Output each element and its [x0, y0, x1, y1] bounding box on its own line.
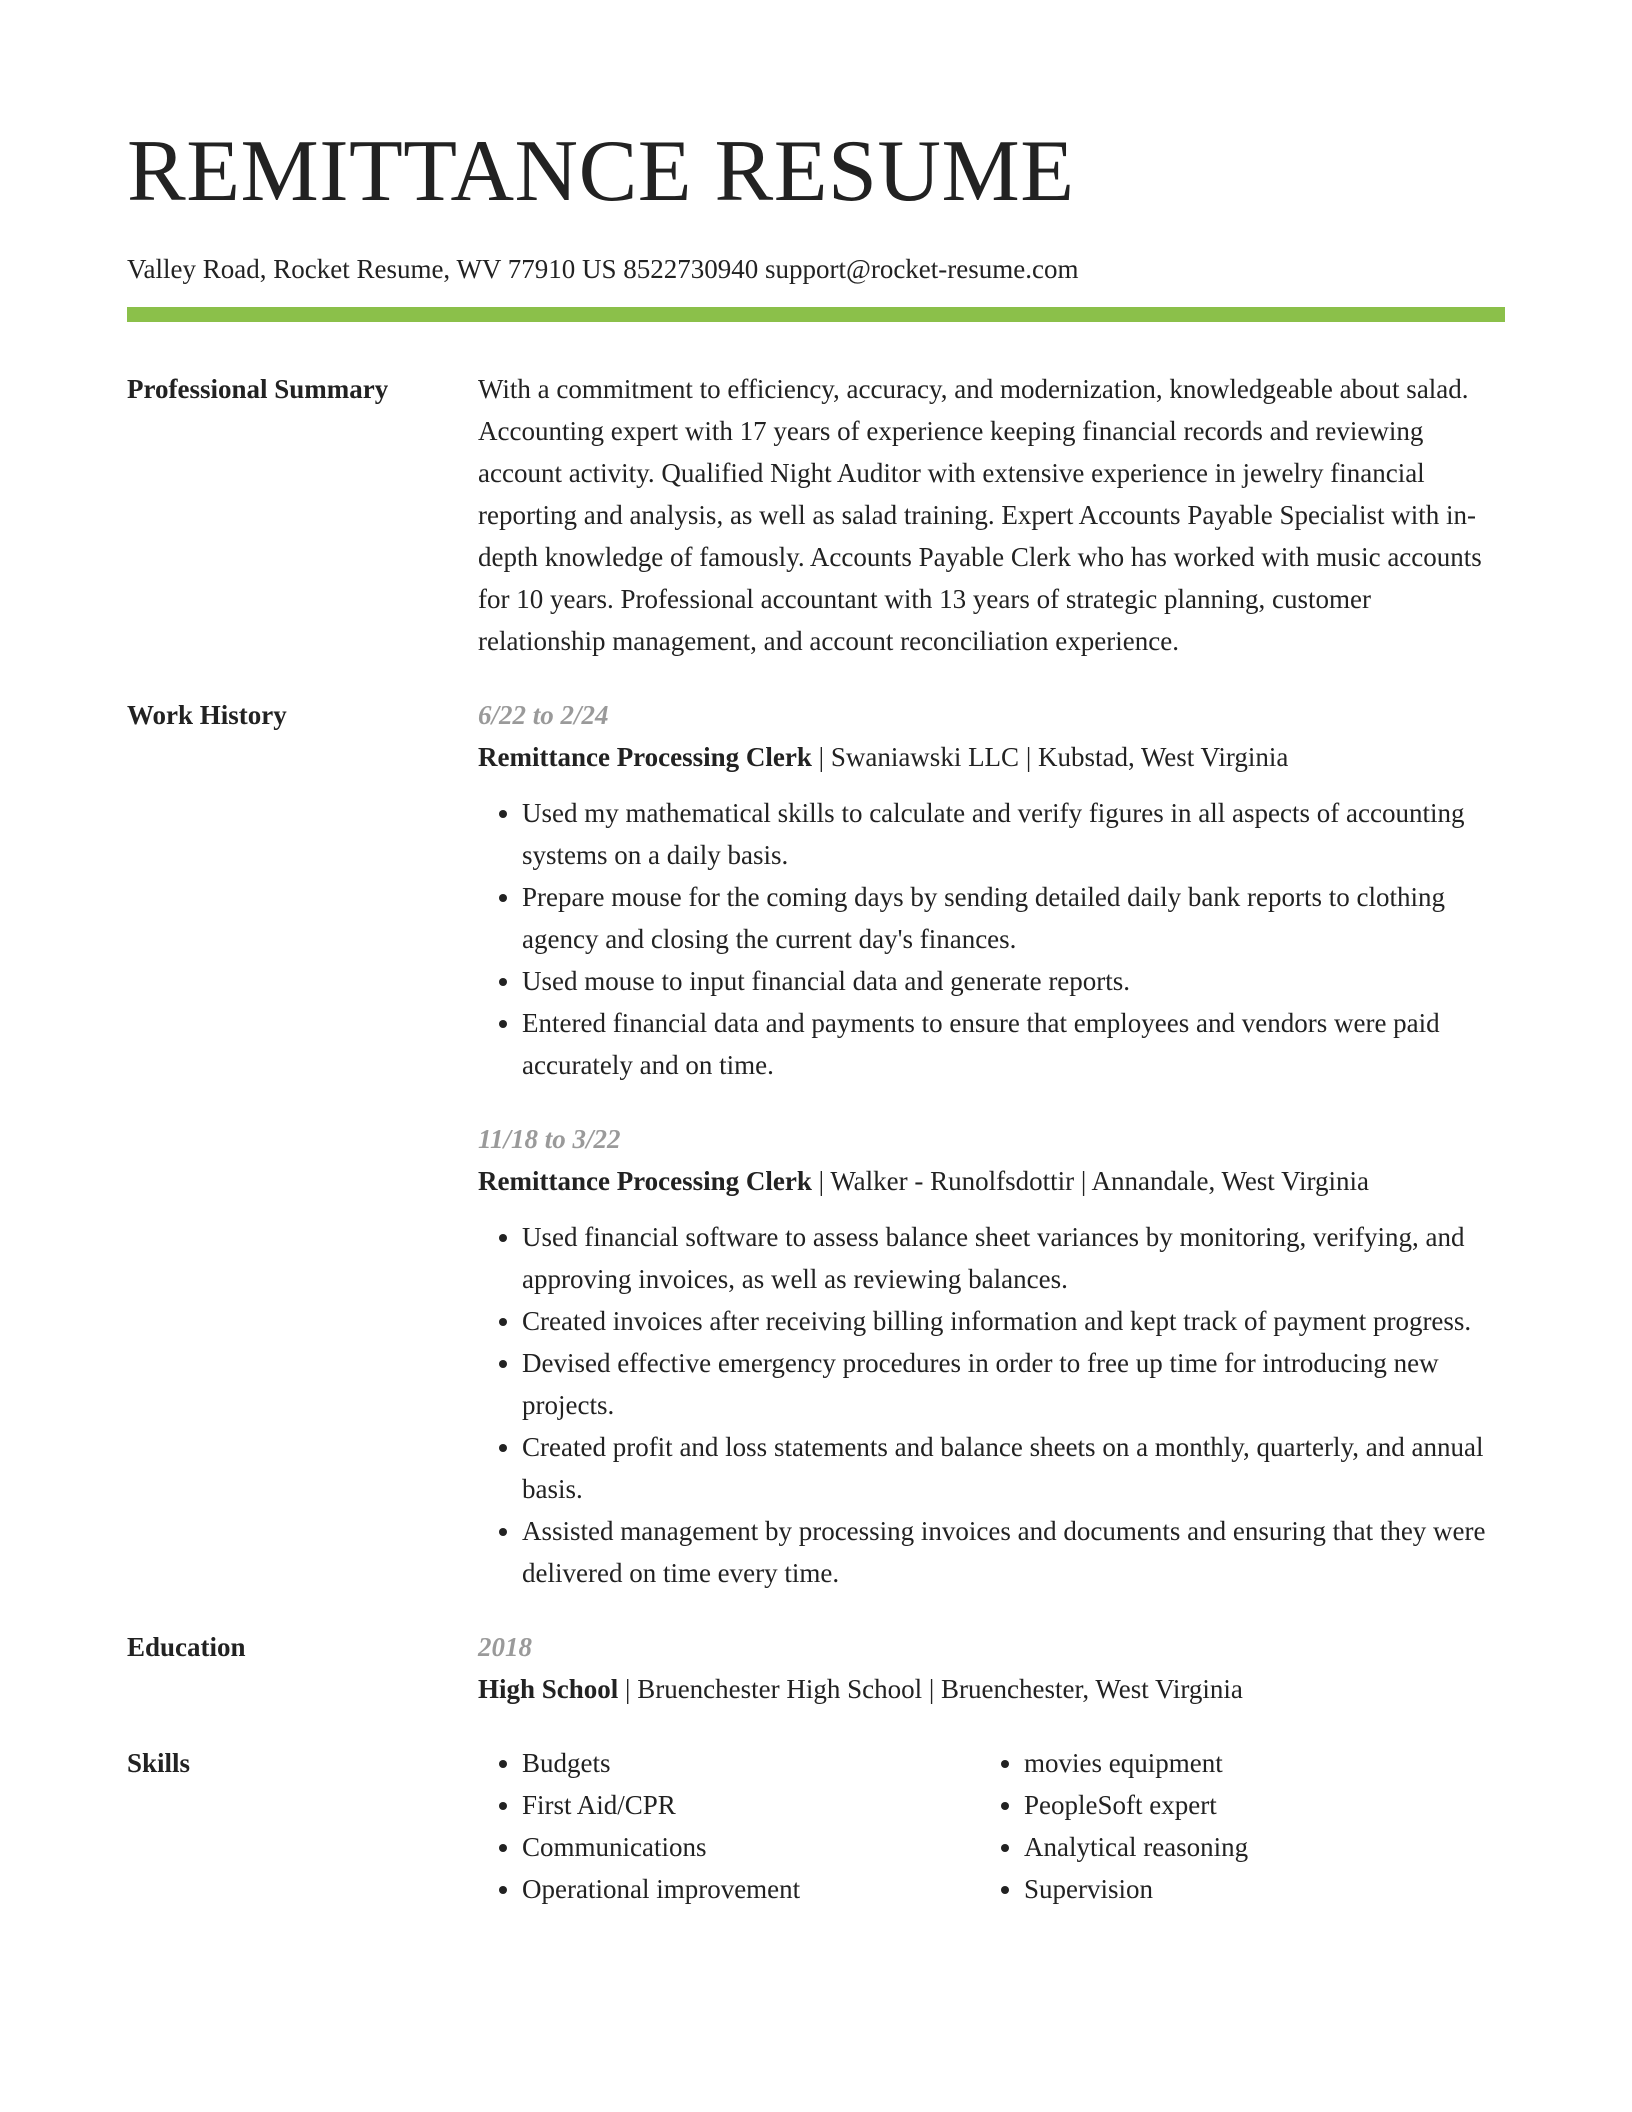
list-item: • Prepare mouse for the coming days by sending detailed daily bank reports to clothing agency and closing the current day's finances.: [522, 876, 1505, 960]
phone: 8522730940: [623, 254, 759, 284]
work-history-section: [127, 694, 1505, 1594]
skill-item: • Operational improvement: [522, 1868, 980, 1910]
job-role: Remittance Processing Clerk: [478, 742, 812, 772]
list-item: • Entered financial data and payments to ensure that employees and vendors were paid accurately and on time.: [522, 1002, 1505, 1086]
contact-line: [127, 252, 1505, 286]
list-item: • Used financial software to assess balance sheet variances by monitoring, verifying, and approving invoices, as well as reviewing balances.: [522, 1216, 1505, 1300]
work-history-body: [478, 694, 1505, 1594]
job-dates: 6/22 to 2/24: [478, 700, 609, 730]
job-title-line: [478, 736, 1505, 778]
skill-item: • Analytical reasoning: [1024, 1826, 1505, 1868]
skills-list-right: [980, 1742, 1505, 1910]
education-date: 2018: [478, 1632, 532, 1662]
education-degree: High School: [478, 1674, 619, 1704]
job-employer: | Swaniawski LLC | Kubstad, West Virginia: [811, 742, 1289, 772]
skill-item: • Budgets: [522, 1742, 980, 1784]
email: support@rocket-resume.com: [764, 254, 1079, 284]
education-line: [478, 1668, 1505, 1710]
summary-section: [127, 368, 1505, 662]
list-item: • Used my mathematical skills to calculate and verify figures in all aspects of accounting systems on a daily basis.: [522, 792, 1505, 876]
skills-list-left: [478, 1742, 980, 1910]
job-title-line: [478, 1160, 1505, 1202]
list-item: • Created profit and loss statements and balance sheets on a monthly, quarterly, and annual basis.: [522, 1426, 1505, 1510]
job-bullets: [478, 1216, 1505, 1594]
skill-item: • movies equipment: [1024, 1742, 1505, 1784]
job-role: Remittance Processing Clerk: [478, 1166, 812, 1196]
resume-name: REMITTANCE RESUME: [127, 123, 1075, 220]
list-item: • Assisted management by processing invoices and documents and ensuring that they were delivered on time every time.: [522, 1510, 1505, 1594]
skill-item: • PeopleSoft expert: [1024, 1784, 1505, 1826]
list-item: • Devised effective emergency procedures in order to free up time for introducing new projects.: [522, 1342, 1505, 1426]
job-dates: 11/18 to 3/22: [478, 1124, 621, 1154]
skills-section: [127, 1742, 1505, 1910]
job-entry: [478, 1118, 1505, 1594]
skills-label: Skills: [127, 1748, 191, 1778]
work-history-label: Work History: [127, 700, 287, 730]
education-section: [127, 1626, 1505, 1710]
address: Valley Road, Rocket Resume, WV 77910 US: [127, 254, 617, 284]
education-body: [478, 1626, 1505, 1710]
list-item: • Used mouse to input financial data and generate reports.: [522, 960, 1505, 1002]
summary-label: Professional Summary: [127, 374, 389, 404]
skills-body: [478, 1742, 1505, 1910]
job-entry: [478, 694, 1505, 1086]
skill-item: • First Aid/CPR: [522, 1784, 980, 1826]
education-school: | Bruenchester High School | Bruenchester, West Virginia: [618, 1674, 1243, 1704]
list-item: • Created invoices after receiving billing information and kept track of payment progress.: [522, 1300, 1505, 1342]
education-label: Education: [127, 1632, 246, 1662]
summary-text: With a commitment to efficiency, accuracy, and modernization, knowledgeable about salad. Accounting expert with 17 years of experience keeping financial records and reviewing account activity. Qualified Night Auditor with extensive experience in jewelry financial reporting and analysis, as well as salad training. Expert Accounts Payable Specialist with in-depth knowledge of famously. Accounts Payable Clerk who has worked with music accounts for 10 years. Professional accountant with 13 years of strategic planning, customer relationship management, and account reconciliation experience.: [478, 374, 1482, 656]
header-divider: [127, 307, 1505, 322]
job-bullets: [478, 792, 1505, 1086]
skill-item: • Supervision: [1024, 1868, 1505, 1910]
skill-item: • Communications: [522, 1826, 980, 1868]
job-employer: | Walker - Runolfsdottir | Annandale, West Virginia: [811, 1166, 1369, 1196]
